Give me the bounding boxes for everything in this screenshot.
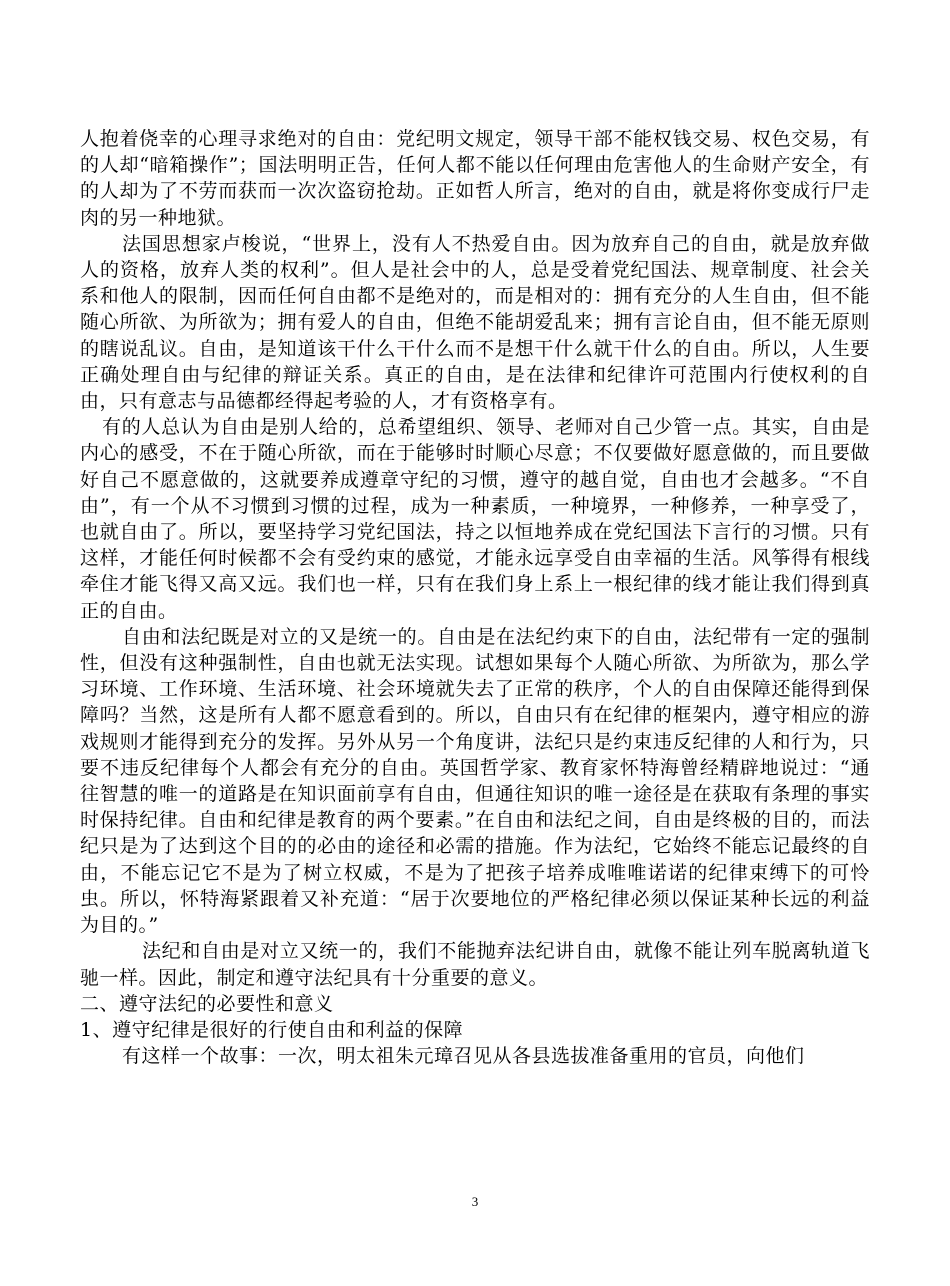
document-body bbox=[80, 126, 870, 1069]
subsection-heading: 1、遵守纪律是很好的行使自由和利益的保障 bbox=[80, 1018, 464, 1041]
paragraph-2: 法国思想家卢梭说，“世界上，没有人不热爱自由。因为放弃自己的自由，就是放弃做人的资格，放弃人类的权利”。但人是社会中的人，总是受着党纪国法、规章制度、社会关系和他人的限制，因而任何自由都不是绝对的，而是相对的：拥有充分的人生自由，但不能随心所欲、为所欲为；拥有爱人的自由，但绝不能胡爱乱来；拥有言论自由，但不能无原则的瞎说乱议。自由，是知道该干什么干什么而不是想干什么就干什么的自由。所以，人生要正确处理自由与纪律的辩证关系。真正的自由，是在法律和纪律许可范围内行使权利的自由，只有意志与品德都经得起考验的人，才有资格享有。 bbox=[80, 232, 870, 413]
paragraph-1: 人抱着侥幸的心理寻求绝对的自由：党纪明文规定，领导干部不能权钱交易、权色交易，有的人却“暗箱操作”；国法明明正告，任何人都不能以任何理由危害他人的生命财产安全，有的人却为了不劳而获而一次次盗窃抢劫。正如哲人所言，绝对的自由，就是将你变成行尸走肉的另一种地狱。 bbox=[80, 128, 870, 229]
paragraph-3: 有的人总认为自由是别人给的，总希望组织、领导、老师对自己少管一点。其实，自由是内心的感受，不在于随心所欲，而在于能够时时顺心尽意；不仅要做好愿意做的，而且要做好自己不愿意做的，这就要养成遵章守纪的习惯，遵守的越自觉，自由也才会越多。“不自由”，有一个从不习惯到习惯的过程，成为一种素质，一种境界，一种修养，一种享受了，也就自由了。所以，要坚持学习党纪国法，持之以恒地养成在党纪国法下言行的习惯。只有这样，才能任何时候都不会有受约束的感觉，才能永远享受自由幸福的生活。风筝得有根线牵住才能飞得又高又远。我们也一样，只有在我们身上系上一根纪律的线才能让我们得到真正的自由。 bbox=[80, 416, 870, 622]
section-heading: 二、遵守法纪的必要性和意义 bbox=[80, 992, 334, 1015]
paragraph-5: 法纪和自由是对立又统一的，我们不能抛弃法纪讲自由，就像不能让列车脱离轨道飞驰一样。因此，制定和遵守法纪具有十分重要的意义。 bbox=[80, 940, 870, 989]
paragraph-6: 有这样一个故事：一次，明太祖朱元璋召见从各县选拔准备重用的官员，向他们 bbox=[122, 1045, 805, 1068]
paragraph-4: 自由和法纪既是对立的又是统一的。自由是在法纪约束下的自由，法纪带有一定的强制性，但没有这种强制性，自由也就无法实现。试想如果每个人随心所欲、为所欲为，那么学习环境、工作环境、生活环境、社会环境就失去了正常的秩序，个人的自由保障还能得到保障吗？当然，这是所有人都不愿意看到的。所以，自由只有在纪律的框架内，遵守相应的游戏规则才能得到充分的发挥。另外从另一个角度讲，法纪只是约束违反纪律的人和行为，只要不违反纪律每个人都会有充分的自由。英国哲学家、教育家怀特海曾经精辟地说过：“通往智慧的唯一的道路是在知识面前享有自由，但通往知识的唯一途径是在获取有条理的事实时保持纪律。自由和纪律是教育的两个要素。”在自由和法纪之间，自由是终极的目的，而法纪只是为了达到这个目的的必由的途径和必需的措施。作为法纪，它始终不能忘记最终的自由，不能忘记它不是为了树立权威，不是为了把孩子培养成唯唯诺诺的纪律束缚下的可怜虫。所以，怀特海紧跟着又补充道：“居于次要地位的严格纪律必须以保证某种长远的利益为目的。” bbox=[80, 625, 870, 937]
page-number: 3 bbox=[471, 1194, 479, 1209]
